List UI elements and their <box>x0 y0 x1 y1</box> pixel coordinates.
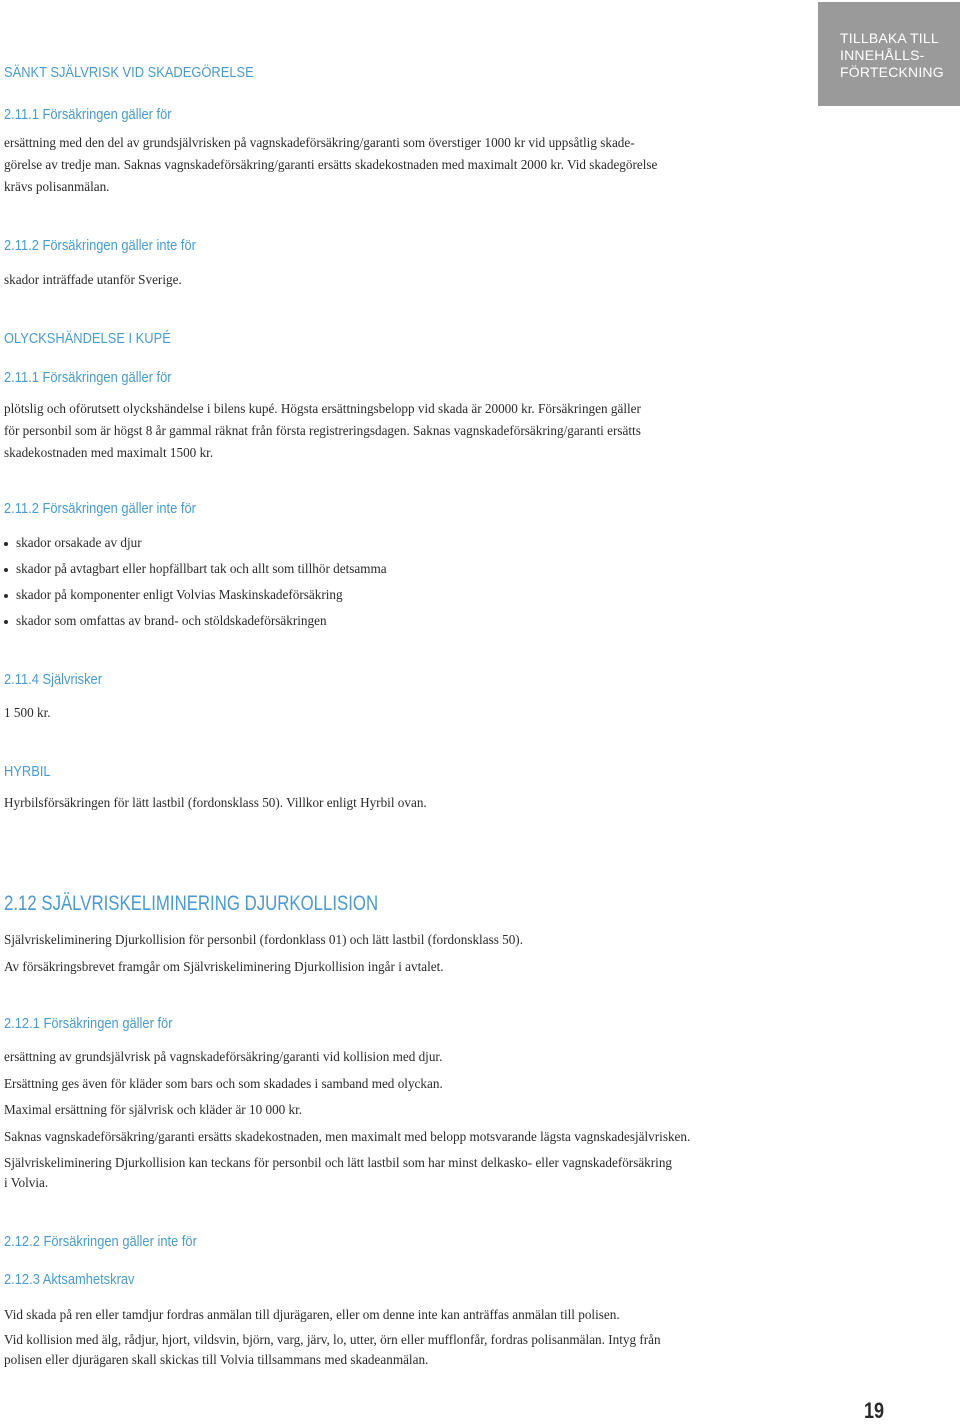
exclusions-list <box>4 530 387 634</box>
paragraph-hyrbil: Hyrbilsförsäkringen för lätt lastbil (fordonsklass 50). Villkor enligt Hyrbil ovan. <box>4 795 427 810</box>
paragraph-vilt-line-2: polisen eller djurägaren skall skickas till Volvia tillsammans med skadeanmälan. <box>4 1352 429 1367</box>
subheading-2-11-1: 2.11.1 Försäkringen gäller för <box>4 106 172 123</box>
paragraph-grundsjalvrisk: ersättning av grundsjälvrisk på vagnskadeförsäkring/garanti vid kollision med djur. <box>4 1049 443 1064</box>
list-item: skador på komponenter enligt Volvias Maskinskadeförsäkring <box>4 582 387 608</box>
paragraph-klader: Ersättning ges även för kläder som bars och som skadades i samband med olyckan. <box>4 1076 443 1091</box>
paragraph-kupe-line-3: skadekostnaden med maximalt 1500 kr. <box>4 445 214 460</box>
back-to-contents-button[interactable] <box>818 2 960 106</box>
subheading-2-11-2-kupe: 2.11.2 Försäkringen gäller inte för <box>4 500 196 517</box>
subheading-2-11-4-sjalvrisker: 2.11.4 Självrisker <box>4 671 102 688</box>
paragraph-kupe-line-2: för personbil som är högst 8 år gammal räknat från första registreringsdagen. Saknas vagnskadeförsäkring/garanti ersätts <box>4 423 641 438</box>
paragraph-utanfor-sverige: skador inträffade utanför Sverige. <box>4 272 182 287</box>
section-heading-hyrbil: HYRBIL <box>4 763 51 780</box>
section-heading-sankt-sjalvrisk: SÄNKT SJÄLVRISK VID SKADEGÖRELSE <box>4 64 254 81</box>
paragraph-saknas-vagnskada: Saknas vagnskadeförsäkring/garanti ersätts skadekostnaden, men maximalt med belopp motsvarande lägsta vagnskadesjälvrisken. <box>4 1129 691 1144</box>
paragraph-djurkollision-intro-1: Självriskeliminering Djurkollision för personbil (fordonklass 01) och lätt lastbil (fordonsklass 50). <box>4 932 524 947</box>
subheading-2-12-1: 2.12.1 Försäkringen gäller för <box>4 1015 173 1032</box>
paragraph-kupe-line-1: plötslig och oförutsett olyckshändelse i bilens kupé. Högsta ersättningsbelopp vid skada är 20000 kr. Försäkringen gäller <box>4 401 641 416</box>
list-item: skador som omfattas av brand- och stöldskadeförsäkringen <box>4 608 387 634</box>
list-item: skador på avtagbart eller hopfällbart tak och allt som tillhör detsamma <box>4 556 387 582</box>
paragraph-teckna-line-1: Självriskeliminering Djurkollision kan teckans för personbil och lätt lastbil som har minst delkasko- eller vagnskadeförsäkring <box>4 1155 673 1170</box>
paragraph-skadegorelse-line-3: krävs polisanmälan. <box>4 179 110 194</box>
section-heading-2-12: 2.12 SJÄLVRISKELIMINERING DJURKOLLISION <box>4 892 379 915</box>
section-heading-olyckshandelse: OLYCKSHÄNDELSE I KUPÉ <box>4 330 171 347</box>
back-button-line-2: INNEHÅLLS- <box>840 47 925 63</box>
subheading-2-12-2: 2.12.2 Försäkringen gäller inte för <box>4 1233 197 1250</box>
subheading-2-11-1-kupe: 2.11.1 Försäkringen gäller för <box>4 369 172 386</box>
paragraph-tamdjur: Vid skada på ren eller tamdjur fordras anmälan till djurägaren, eller om denne inte kan anträffas anmälan till polisen. <box>4 1307 620 1322</box>
paragraph-skadegorelse-line-2: görelse av tredje man. Saknas vagnskadeförsäkring/garanti ersätts skadekostnaden med maximalt 2000 kr. Vid skadegörelse <box>4 157 658 172</box>
page-number: 19 <box>864 1398 885 1423</box>
paragraph-vilt-line-1: Vid kollision med älg, rådjur, hjort, vildsvin, björn, varg, järv, lo, utter, örn eller mufflonfår, fordras polisanmälan. Intyg från <box>4 1332 661 1347</box>
paragraph-maximal-ersattning: Maximal ersättning för självrisk och kläder är 10 000 kr. <box>4 1102 303 1117</box>
paragraph-sjalvrisk-amount: 1 500 kr. <box>4 705 51 720</box>
list-item: skador orsakade av djur <box>4 530 387 556</box>
paragraph-djurkollision-intro-2: Av försäkringsbrevet framgår om Självriskeliminering Djurkollision ingår i avtalet. <box>4 959 444 974</box>
paragraph-skadegorelse-line-1: ersättning med den del av grundsjälvrisken på vagnskadeförsäkring/garanti som överstiger 1000 kr vid uppsåtlig skade- <box>4 135 635 150</box>
back-button-line-1: TILLBAKA TILL <box>840 30 939 46</box>
subheading-2-11-2: 2.11.2 Försäkringen gäller inte för <box>4 237 196 254</box>
subheading-2-12-3-aktsamhetskrav: 2.12.3 Aktsamhetskrav <box>4 1271 135 1288</box>
paragraph-teckna-line-2: i Volvia. <box>4 1175 49 1190</box>
back-button-line-3: FÖRTECKNING <box>840 64 944 80</box>
